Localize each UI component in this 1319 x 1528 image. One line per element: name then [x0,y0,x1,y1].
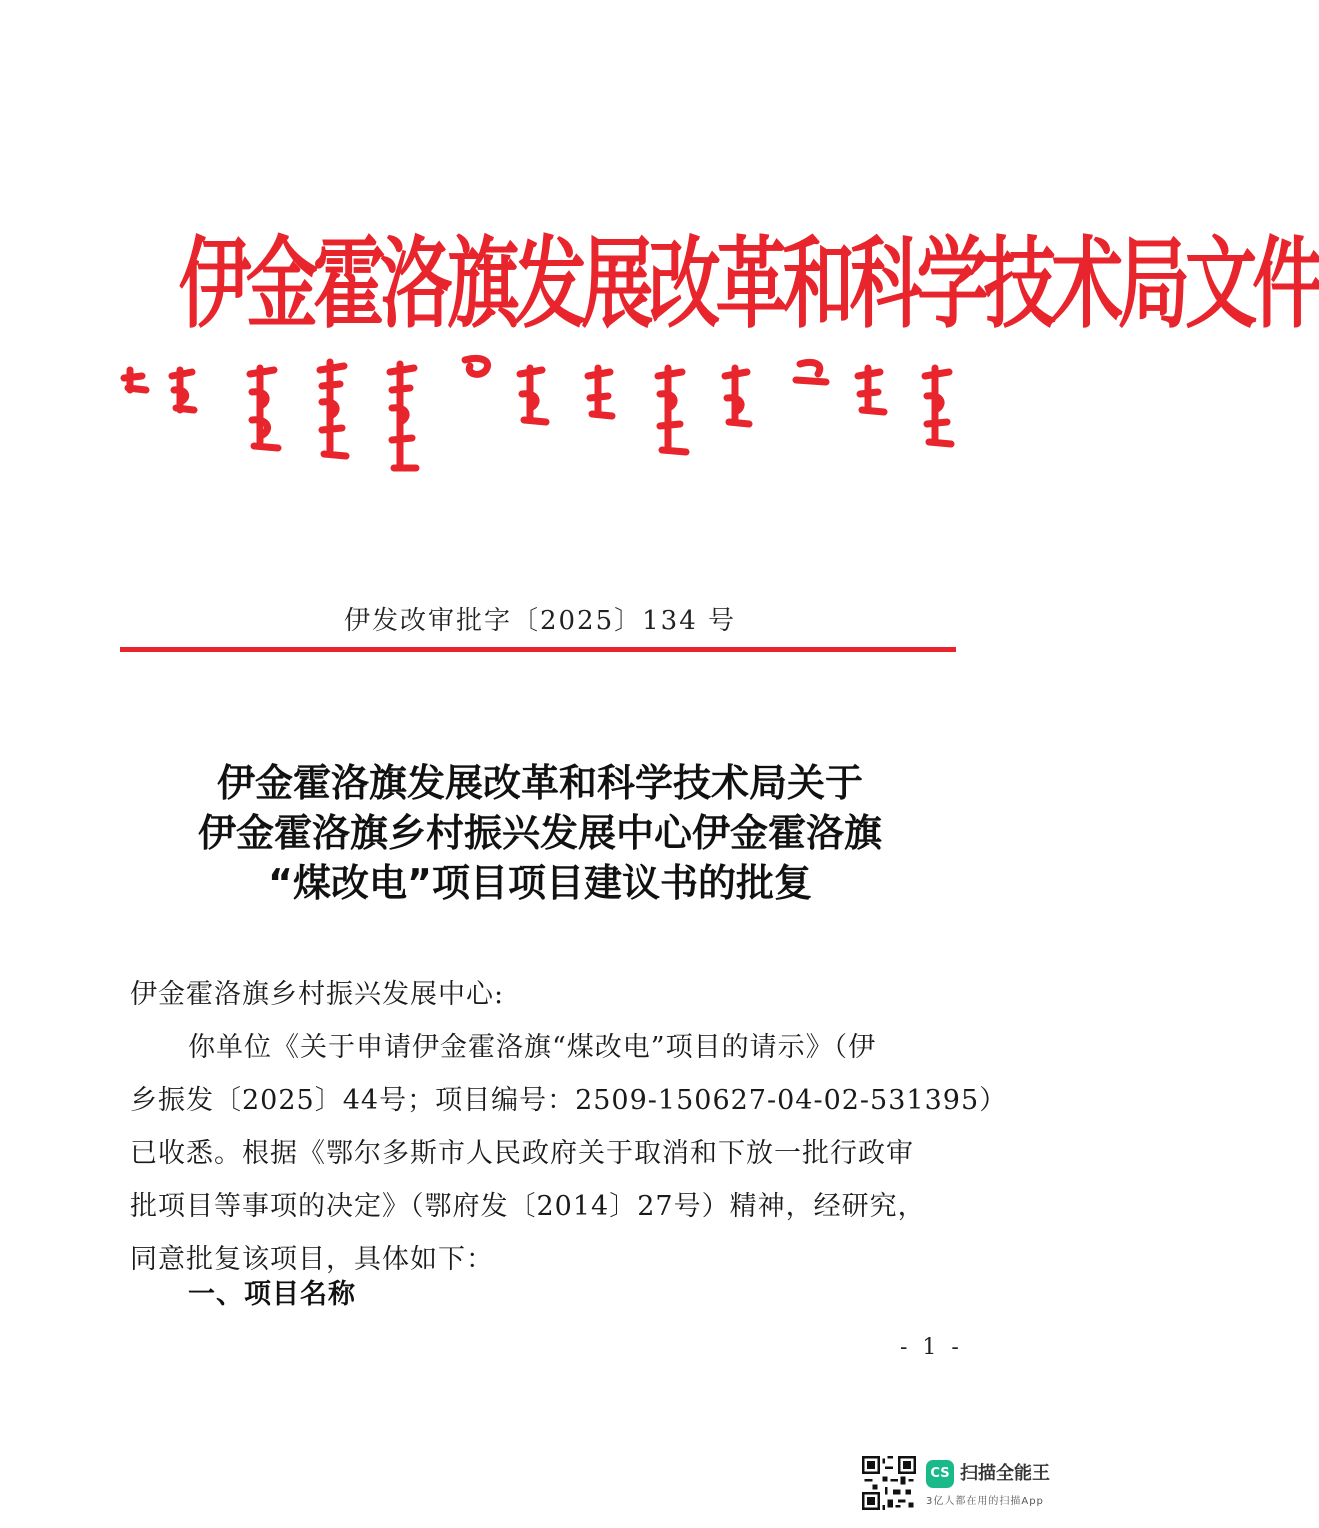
body-line: 批项目等事项的决定》（鄂府发〔2014〕27号）精神，经研究， [130,1191,926,1222]
page-number: - 1 - [900,1335,963,1360]
body-line: 你单位《关于申请伊金霍洛旗“煤改电”项目的请示》（伊 [188,1032,877,1063]
salutation: 伊金霍洛旗乡村振兴发展中心: [130,979,505,1010]
document-number: 伊发改审批字〔2025〕134 号 [343,606,737,636]
body-line: 乡振发〔2025〕44号；项目编号：2509-150627-04-02-531395） [130,1085,1008,1116]
mongolian-script-header [120,350,960,475]
qr-code-icon [862,1456,916,1510]
issuing-authority-header: 伊金霍洛旗发展改革和科学技术局文件 [178,226,1319,342]
scanner-brand-name: 扫描全能王 [960,1463,1050,1484]
title-line: 伊金霍洛旗乡村振兴发展中心伊金霍洛旗 [197,811,882,855]
scanner-slogan: 3亿人都在用的扫描App [926,1496,1044,1507]
scanner-watermark [862,1456,1062,1512]
title-line: “煤改电”项目项目建议书的批复 [268,861,812,905]
body-line: 同意批复该项目，具体如下： [130,1244,494,1275]
body-line: 已收悉。根据《鄂尔多斯市人民政府关于取消和下放一批行政审 [130,1138,914,1169]
document-body [130,968,1008,1286]
document-title [100,758,980,908]
section-heading: 一、项目名称 [188,1279,356,1310]
title-line: 伊金霍洛旗发展改革和科学技术局关于 [216,761,863,805]
red-divider-line [120,647,956,652]
camscanner-logo-icon: CS [926,1460,954,1488]
